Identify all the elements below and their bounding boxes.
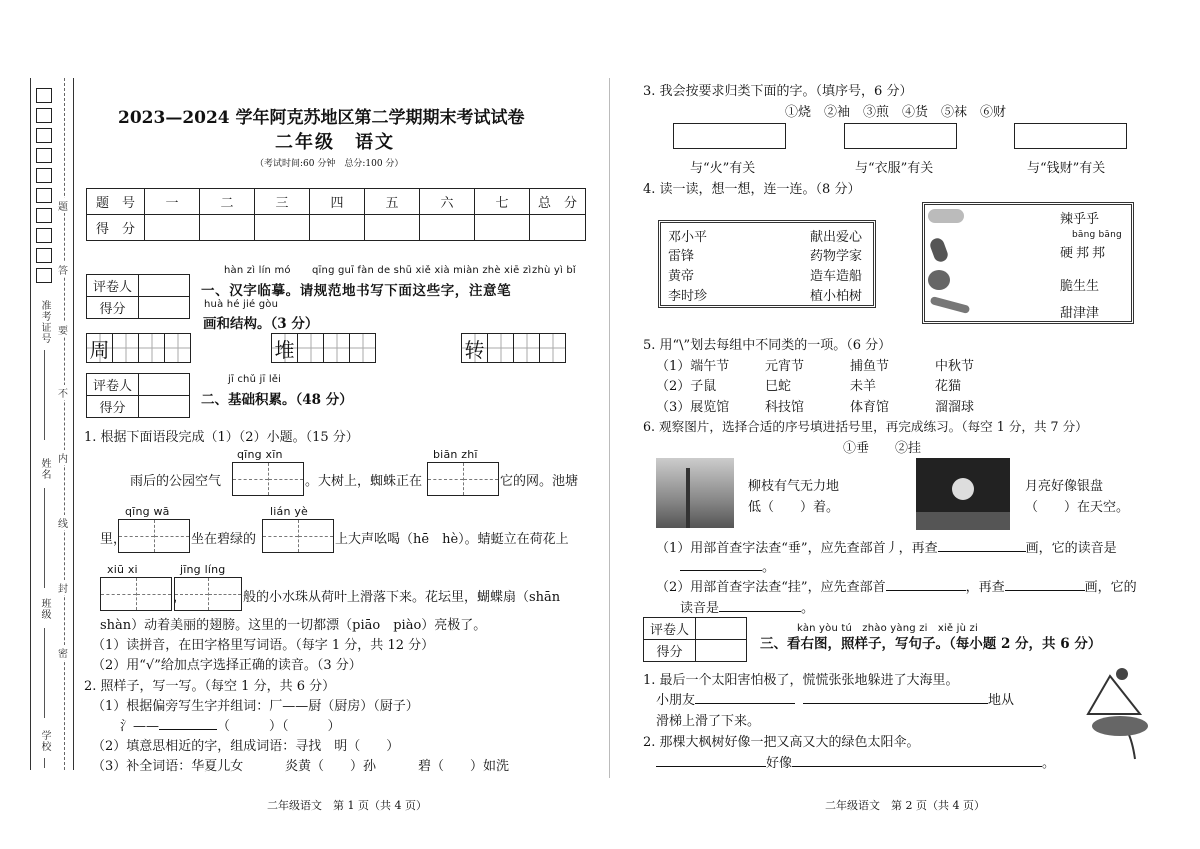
- score-label: 得分: [644, 640, 696, 662]
- q6-a1: 柳枝有气无力地: [748, 479, 840, 494]
- pinyin-answer-box[interactable]: [232, 462, 304, 496]
- score-header: 一: [145, 189, 200, 215]
- passage-text: 它的网。池塘: [500, 474, 579, 489]
- q3-chars: ①烧 ②袖 ③煎 ④货 ⑤袜 ⑥财: [785, 105, 1007, 120]
- pinyin-answer-box[interactable]: [174, 577, 242, 611]
- copy-grid-1[interactable]: [86, 333, 190, 363]
- score-header: 五: [365, 189, 420, 215]
- q6-s2d: 读音是: [680, 601, 720, 616]
- match-deed[interactable]: 植小柏树: [810, 289, 863, 304]
- id-box[interactable]: [36, 228, 52, 243]
- reviewer-box: [86, 274, 190, 319]
- q2-sub2: （2）填意思相近的字，组成词语：寻找 明（ ）: [92, 739, 400, 754]
- pinyin: lián yè: [270, 505, 308, 518]
- q6-a2[interactable]: 低（ ）着。: [748, 500, 840, 515]
- q6-s2c: 画，它的: [1084, 580, 1137, 595]
- match-name[interactable]: 邓小平: [668, 230, 708, 245]
- pinyin: jī chǔ jī lěi: [228, 374, 282, 385]
- q5-item[interactable]: 花猫: [935, 379, 962, 394]
- seal-char: 密: [57, 645, 69, 660]
- pinyin: biān zhī: [433, 448, 478, 461]
- pinyin: hàn zì lín mó: [224, 265, 291, 276]
- match-deed[interactable]: 药物学家: [810, 249, 863, 264]
- id-box[interactable]: [36, 108, 52, 123]
- score-header: 六: [420, 189, 475, 215]
- reviewer-label: 评卷人: [644, 618, 696, 640]
- answer-blank[interactable]: [886, 590, 966, 591]
- q1-head: 1. 根据下面语段完成（1）（2）小题。（15 分）: [84, 430, 359, 445]
- sort-label: 与“火”有关: [690, 161, 756, 176]
- pinyin: qīng xīn: [237, 448, 283, 461]
- seal-char: 线: [57, 515, 69, 530]
- school-line[interactable]: [44, 758, 45, 768]
- score-header: 二: [200, 189, 255, 215]
- seal-char: 封: [57, 580, 69, 595]
- pinyin-answer-box[interactable]: [100, 577, 172, 611]
- id-box[interactable]: [36, 88, 52, 103]
- pinyin-answer-box[interactable]: [262, 519, 334, 553]
- q6-s1b: 画，它的读音是: [1025, 541, 1117, 556]
- id-box[interactable]: [36, 268, 52, 283]
- pinyin-answer-box[interactable]: [427, 462, 499, 496]
- class-line[interactable]: [44, 628, 45, 718]
- q6-options: ①垂 ②挂: [843, 441, 922, 456]
- q5-item[interactable]: 巳蛇: [765, 379, 792, 394]
- w2-a: 好像: [766, 756, 793, 771]
- id-label: 准考证号: [39, 300, 50, 344]
- q6-b1: 月亮好像银盘: [1025, 479, 1104, 494]
- model-char: 周: [89, 337, 110, 362]
- passage-text: 雨后的公园空气: [130, 474, 222, 489]
- reviewer-cell[interactable]: [139, 275, 190, 297]
- match-deed[interactable]: 造车造船: [810, 269, 863, 284]
- match-name[interactable]: 雷锋: [668, 249, 695, 264]
- willow-photo: [656, 458, 734, 528]
- id-box[interactable]: [36, 148, 52, 163]
- pinyin: zhù yì bǐ: [532, 265, 576, 276]
- score-cell[interactable]: [310, 215, 365, 241]
- score-cell[interactable]: [530, 215, 586, 241]
- q2-sub3-c: 碧（ ）如洗: [418, 759, 510, 774]
- score-cell[interactable]: [145, 215, 200, 241]
- section1-title: 一、汉字临摹。请规范地书写下面这些字，注意笔: [201, 283, 512, 299]
- w1-head: 1. 最后一个太阳害怕极了，慌慌张张地躲进了大海里。: [643, 673, 959, 688]
- score-header: 七: [475, 189, 530, 215]
- page-divider: [609, 78, 610, 778]
- seal-char: 内: [57, 450, 69, 465]
- sort-box-money[interactable]: [1014, 123, 1127, 149]
- reviewer-label: 评卷人: [87, 275, 139, 297]
- answer-blank[interactable]: [803, 703, 988, 704]
- q6-s2b: ，再查: [965, 580, 1005, 595]
- school-label: 学校: [39, 730, 50, 752]
- answer-blank[interactable]: [719, 611, 801, 612]
- q5-item[interactable]: （1）端午节: [656, 359, 730, 374]
- score-cell[interactable]: [420, 215, 475, 241]
- q5-item[interactable]: 体育馆: [850, 400, 890, 415]
- answer-blank[interactable]: [695, 703, 795, 704]
- id-box[interactable]: [36, 128, 52, 143]
- id-box[interactable]: [36, 188, 52, 203]
- q3-head: 3. 我会按要求归类下面的字。（填序号，6 分）: [643, 84, 913, 99]
- radical-text: 氵——: [120, 719, 160, 734]
- name-line[interactable]: [44, 488, 45, 588]
- match-word[interactable]: 辣乎乎: [1060, 212, 1100, 227]
- q1-sub1: （1）读拼音，在田字格里写词语。（每字 1 分，共 12 分）: [92, 638, 435, 653]
- q5-item[interactable]: 中秋节: [935, 359, 975, 374]
- id-box[interactable]: [36, 208, 52, 223]
- q5-item[interactable]: 未羊: [850, 379, 877, 394]
- pinyin: bāng bāng: [1072, 230, 1122, 240]
- score-label: 得分: [87, 297, 139, 319]
- answer-blank[interactable]: [159, 729, 217, 730]
- q5-item[interactable]: 捕鱼节: [850, 359, 890, 374]
- class-label: 班级: [39, 598, 50, 620]
- reviewer-cell[interactable]: [139, 374, 190, 396]
- walnut-icon[interactable]: [928, 270, 950, 290]
- answer-blank[interactable]: [1005, 590, 1085, 591]
- score-header: 三: [255, 189, 310, 215]
- q4-head: 4. 读一读，想一想，连一连。（8 分）: [643, 182, 861, 197]
- model-char: 转: [464, 337, 485, 362]
- score-cell[interactable]: [200, 215, 255, 241]
- pinyin: huà hé jié gòu: [204, 299, 279, 310]
- seal-char: 要: [57, 322, 69, 337]
- page-footer: 二年级语文 第 1 页（共 4 页）: [267, 799, 427, 812]
- answer-blank[interactable]: [680, 570, 762, 571]
- w1-c: 滑梯上滑了下来。: [656, 714, 761, 729]
- section3-title: 三、看右图，照样子，写句子。（每小题 2 分，共 6 分）: [760, 636, 1102, 652]
- q5-head: 5. 用“\”划去每组中不同类的一项。（6 分）: [643, 338, 892, 353]
- seal-char: 题: [57, 198, 69, 213]
- reviewer-label: 评卷人: [87, 374, 139, 396]
- match-deed[interactable]: 献出爱心: [810, 230, 863, 245]
- q5-item[interactable]: 科技馆: [765, 400, 805, 415]
- section2-title: 二、基础积累。（48 分）: [201, 392, 353, 408]
- score-label: 得分: [87, 396, 139, 418]
- w1-a: 小朋友: [656, 693, 696, 708]
- score-header: 四: [310, 189, 365, 215]
- w1-b: 地从: [988, 693, 1015, 708]
- sort-label: 与“衣服”有关: [855, 161, 934, 176]
- score-cell[interactable]: [365, 215, 420, 241]
- passage-text: 般的小水珠从荷叶上滑落下来。花坛里，蝴蝶扇（shān: [243, 590, 561, 605]
- q2-head: 2. 照样子，写一写。（每空 1 分，共 6 分）: [84, 679, 336, 694]
- match-name[interactable]: 李时珍: [668, 289, 708, 304]
- sort-box-fire[interactable]: [673, 123, 786, 149]
- id-box[interactable]: [36, 248, 52, 263]
- match-name[interactable]: 黄帝: [668, 269, 695, 284]
- q5-item[interactable]: （3）展览馆: [656, 400, 730, 415]
- answer-blank[interactable]: [938, 551, 1026, 552]
- w2-end: 。: [1042, 756, 1056, 771]
- score-row-label: 得 分: [87, 215, 145, 241]
- q6-s2a: （2）用部首查字法查“挂”，应先查部首: [656, 580, 886, 595]
- score-cell[interactable]: [139, 297, 190, 319]
- match-word[interactable]: 脆生生: [1060, 279, 1100, 294]
- q2-sub1: （1）根据偏旁写生字并组词：厂——厨（厨房）（厨子）: [92, 699, 419, 714]
- q6-b2[interactable]: （ ）在天空。: [1025, 500, 1130, 515]
- moon-photo: [916, 458, 1010, 530]
- answer-blank[interactable]: [792, 766, 1042, 767]
- reviewer-cell[interactable]: [696, 618, 747, 640]
- pinyin: qīng guī fàn de shū xiě xià miàn zhè xiē zì: [312, 265, 532, 276]
- score-cell[interactable]: [139, 396, 190, 418]
- reviewer-box: [86, 373, 190, 418]
- model-char: 堆: [274, 337, 295, 362]
- score-cell[interactable]: [475, 215, 530, 241]
- w2-head: 2. 那棵大枫树好像一把又高又大的绿色太阳伞。: [643, 735, 920, 750]
- q1-sub2: （2）用“√”给加点字选择正确的读音。（3 分）: [92, 658, 362, 673]
- id-box[interactable]: [36, 168, 52, 183]
- score-cell[interactable]: [255, 215, 310, 241]
- id-line[interactable]: [44, 350, 45, 440]
- exam-subtitle: 二年级 语文: [275, 132, 395, 153]
- score-header: 总 分: [530, 189, 586, 215]
- page-footer: 二年级语文 第 2 页（共 4 页）: [825, 799, 985, 812]
- pinyin: jīng líng: [180, 563, 226, 576]
- match-word[interactable]: 甜津津: [1060, 306, 1100, 321]
- name-label: 姓名: [39, 458, 50, 480]
- exam-title: 2023—2024 学年阿克苏地区第二学期期末考试试卷: [118, 108, 525, 128]
- score-cell[interactable]: [696, 640, 747, 662]
- candy-icon[interactable]: [928, 209, 964, 223]
- score-header: 题 号: [87, 189, 145, 215]
- pinyin-answer-box[interactable]: [118, 519, 190, 553]
- q6-s1a: （1）用部首查字法查“垂”，应先查部首丿，再查: [656, 541, 938, 556]
- sort-box-clothes[interactable]: [844, 123, 957, 149]
- passage-text: ，: [173, 590, 187, 605]
- score-table: [86, 188, 586, 241]
- match-word[interactable]: 硬邦邦: [1060, 246, 1109, 261]
- copy-grid-3[interactable]: [461, 333, 565, 363]
- seal-char: 答: [57, 262, 69, 277]
- q2-sub3-b: 炎黄（ ）孙: [285, 759, 377, 774]
- q5-item[interactable]: （2）子鼠: [656, 379, 717, 394]
- seal-char: 不: [57, 385, 69, 400]
- q5-item[interactable]: 溜溜球: [935, 400, 975, 415]
- passage-text: 里，: [100, 532, 127, 547]
- sort-label: 与“钱财”有关: [1027, 161, 1106, 176]
- slide-illustration: [1080, 664, 1150, 764]
- answer-blank[interactable]: [656, 766, 766, 767]
- reviewer-box: [643, 617, 747, 662]
- exam-meta: （考试时间:60 分钟 总分:100 分）: [255, 159, 404, 169]
- pinyin: qīng wā: [125, 505, 170, 518]
- q2-sub3: （3）补全词语：华夏儿女: [92, 759, 244, 774]
- pinyin: xiū xi: [107, 563, 138, 576]
- passage-text: 上大声吆喝（hē hè）。蜻蜓立在荷花上: [335, 532, 569, 547]
- pinyin: kàn yòu tú zhào yàng zi xiě jù zi: [797, 623, 978, 634]
- section1-title-2: 画和结构。（3 分）: [203, 316, 319, 332]
- q6-head: 6. 观察图片，选择合适的序号填进括号里，再完成练习。（每空 1 分，共 7 分）: [643, 419, 1088, 434]
- passage-text: 坐在碧绿的: [191, 532, 257, 547]
- copy-grid-2[interactable]: [271, 333, 375, 363]
- q5-item[interactable]: 元宵节: [765, 359, 805, 374]
- passage-text: 。大树上，蜘蛛正在: [305, 474, 423, 489]
- passage-text: shàn）动着美丽的翅膀。这里的一切都漂（piāo piào）亮极了。: [100, 618, 487, 633]
